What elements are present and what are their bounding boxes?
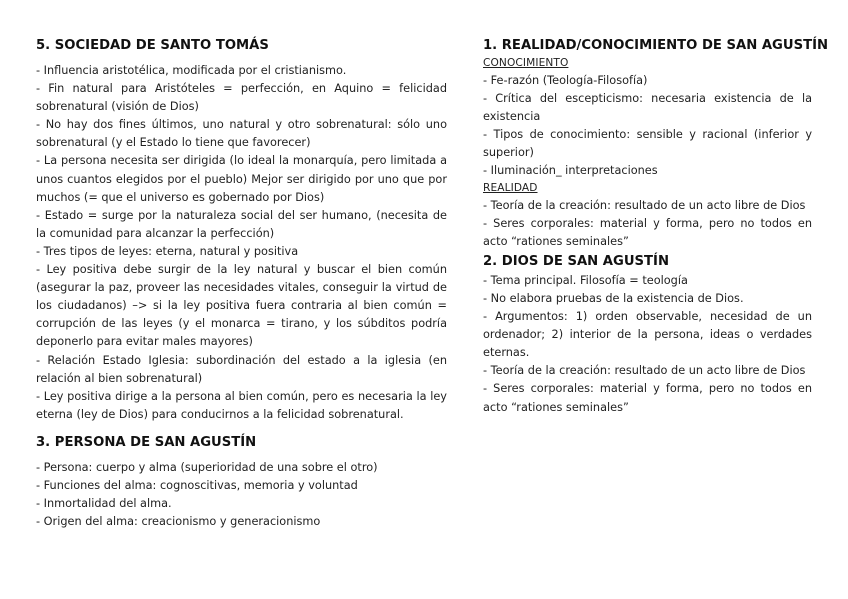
list-item: - Relación Estado Iglesia: subordinación del estado a la iglesia (en relación al bien sobrenatural) xyxy=(36,353,447,385)
section-title-realidad-conocimiento: 1. REALIDAD/CONOCIMIENTO DE SAN AGUSTÍN xyxy=(483,38,829,53)
list-item: - Seres corporales: material y forma, pero no todos en acto “rationes seminales” xyxy=(483,216,812,248)
list-item: - Influencia aristotélica, modificada por el cristianismo. xyxy=(36,64,347,77)
list-item: - Crítica del escepticismo: necesaria existencia de la existencia xyxy=(483,92,812,124)
list-item: - Funciones del alma: cognoscitivas, memoria y voluntad xyxy=(36,478,358,492)
list-item: - Seres corporales: material y forma, pero no todos en acto “rationes seminales” xyxy=(483,382,812,414)
list-item: - Ley positiva debe surgir de la ley natural y buscar el bien común (asegurar la paz, proveer las necesidades vitales, conseguir la virtud de los ciudadanos) –> si la ley positiva fuera contraria al bien común = corrupción de las leyes (y el monarca = tirano, y los súbditos podría deponerlo para evitar males mayores) xyxy=(36,263,447,349)
list-item: - Teoría de la creación: resultado de un acto libre de Dios xyxy=(483,364,806,378)
list-item: - La persona necesita ser dirigida (lo ideal la monarquía, pero limitada a unos cuantos elegidos por el pueblo) Mejor ser dirigido por uno que por muchos (= que el universo es gobernado por Dios) xyxy=(36,154,447,204)
list-item: - Origen del alma: creacionismo y generacionismo xyxy=(36,515,321,529)
section-title-persona-san-agustin: 3. PERSONA DE SAN AGUSTÍN xyxy=(36,434,257,450)
list-item: - Inmortalidad del alma. xyxy=(36,497,172,511)
list-item: - Ley positiva dirige a la persona al bien común, pero es necesaria la ley eterna (ley de Dios) para conducirnos a la felicidad sobrenatural. xyxy=(36,389,447,421)
right-column xyxy=(483,36,829,417)
section-title-sociedad-santo-tomas: 5. SOCIEDAD DE SANTO TOMÁS xyxy=(36,38,269,53)
list-item: - Persona: cuerpo y alma (superioridad de una sobre el otro) xyxy=(36,460,378,474)
list-item: - Fin natural para Aristóteles = perfección, en Aquino = felicidad sobrenatural (visión de Dios) xyxy=(36,82,447,114)
list-item: - Fe-razón (Teología-Filosofía) xyxy=(483,74,648,87)
list-item: - No hay dos fines últimos, uno natural y otro sobrenatural: sólo uno sobrenatural (y el Estado lo tiene que favorecer) xyxy=(36,118,447,150)
list-item: - Tema principal. Filosofía = teología xyxy=(483,273,688,287)
left-column xyxy=(36,36,447,531)
list-item: - Estado = surge por la naturaleza social del ser humano, (necesita de la comunidad para alcanzar la perfección) xyxy=(36,208,447,240)
list-item: - Iluminación_ interpretaciones xyxy=(483,164,658,178)
subheading-conocimiento: CONOCIMIENTO xyxy=(483,57,569,69)
subheading-realidad: REALIDAD xyxy=(483,181,538,194)
section-title-dios-san-agustin: 2. DIOS DE SAN AGUSTÍN xyxy=(483,253,669,269)
list-item: - Teoría de la creación: resultado de un acto libre de Dios xyxy=(483,198,806,212)
list-item: - No elabora pruebas de la existencia de Dios. xyxy=(483,291,744,305)
list-item: - Tipos de conocimiento: sensible y racional (inferior y superior) xyxy=(483,128,812,160)
list-item: - Argumentos: 1) orden observable, necesidad de un ordenador; 2) interior de la persona, ideas o verdades eternas. xyxy=(483,310,812,360)
list-item: - Tres tipos de leyes: eterna, natural y positiva xyxy=(36,244,299,258)
